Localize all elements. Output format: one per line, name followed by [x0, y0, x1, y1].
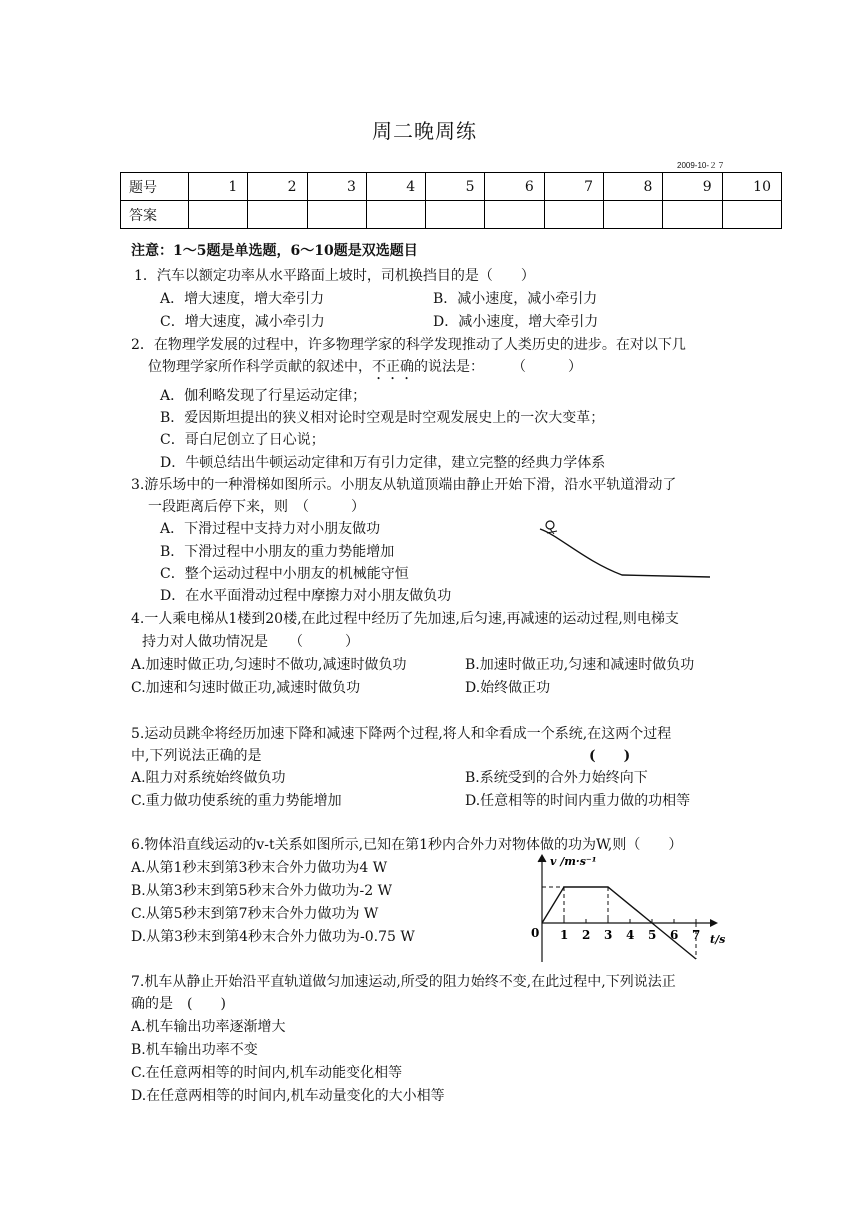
question-number: 8: [604, 173, 663, 201]
answer-cell[interactable]: [722, 201, 781, 229]
answer-cell[interactable]: [604, 201, 663, 229]
answer-cell[interactable]: [189, 201, 248, 229]
v-axis-arrow-icon: [538, 855, 546, 862]
q1-option-d: D．减小速度，增大牵引力: [433, 314, 599, 330]
v-axis-label: v /m·s⁻¹: [550, 855, 597, 868]
date: 2009-10-２７: [677, 161, 726, 170]
question-number: 6: [485, 173, 544, 201]
t-tick-label: 3: [604, 928, 613, 942]
q6-option-b: B.从第3秒末到第5秒末合外力做功为-2 W: [131, 883, 393, 899]
q6-stem: 6.物体沿直线运动的v-t关系如图所示,已知在第1秒内合外力对物体做的功为W,则（ ）: [131, 837, 683, 853]
q2-stem-pre: 位物理学家所作科学贡献的叙述中，: [148, 359, 372, 375]
answer-cell[interactable]: [485, 201, 544, 229]
q4-option-b: B.加速时做正功,匀速和减速时做负功: [465, 657, 695, 673]
q2-emphasis: 不正确: [372, 359, 414, 375]
row-label-number: 题号: [121, 173, 189, 201]
answer-cell[interactable]: [248, 201, 307, 229]
q2-stem-line1: 2．在物理学发展的过程中，许多物理学家的科学发现推动了人类历史的进步。在对以下几: [131, 337, 686, 353]
child-icon: [546, 521, 554, 529]
q4-option-a: A.加速时做正功,匀速时不做功,减速时做负功: [131, 657, 407, 673]
q2-stem-post: 的说法是： （ ）: [414, 359, 582, 375]
q2-option-b: B．爱因斯坦提出的狭义相对论时空观是时空观发展史上的一次大变革；: [160, 410, 605, 426]
q7-stem-line2: 确的是 ( ): [131, 996, 226, 1012]
page-title: 周二晚周练: [372, 119, 477, 143]
q3-option-a: A．下滑过程中支持力对小朋友做功: [160, 521, 381, 537]
slide-figure: [530, 515, 720, 585]
q4-stem-line2: 持力对人做功情况是 （ ）: [142, 634, 359, 650]
question-number: 1: [189, 173, 248, 201]
answer-cell[interactable]: [307, 201, 366, 229]
q7-stem-line1: 7.机车从静止开始沿平直轨道做匀加速运动,所受的阻力始终不变,在此过程中,下列说法正: [131, 974, 676, 990]
q1-option-b: B．减小速度，减小牵引力: [433, 291, 598, 307]
q1-option-c: C．增大速度，减小牵引力: [160, 314, 325, 330]
t-tick-label: 6: [670, 928, 679, 942]
t-tick-label: 2: [582, 928, 591, 942]
answer-cell[interactable]: [544, 201, 603, 229]
question-number: 2: [248, 173, 307, 201]
q7-option-a: A.机车输出功率逐渐增大: [131, 1019, 286, 1035]
q1-option-a: A．增大速度，增大牵引力: [160, 291, 325, 307]
answer-table: [120, 172, 782, 229]
q6-option-d: D.从第3秒末到第4秒末合外力做功为-0.75 W: [131, 929, 415, 945]
question-number: 9: [663, 173, 722, 201]
answer-cell[interactable]: [663, 201, 722, 229]
q2-stem-line2: [148, 356, 582, 383]
t-axis-label: t/s: [710, 933, 726, 946]
q7-option-b: B.机车输出功率不变: [131, 1042, 258, 1058]
q6-option-a: A.从第1秒末到第3秒末合外力做功为4 W: [131, 860, 388, 876]
q5-bracket: ( ): [589, 748, 631, 764]
question-number: 10: [722, 173, 781, 201]
q2-option-a: A．伽利略发现了行星运动定律；: [160, 388, 367, 404]
t-tick-label: 5: [648, 928, 657, 942]
table-row-answers: [121, 201, 782, 229]
q7-option-c: C.在任意两相等的时间内,机车动能变化相等: [131, 1065, 403, 1081]
q4-stem-line1: 4.一人乘电梯从1楼到20楼,在此过程中经历了先加速,后匀速,再减速的运动过程,则电梯支: [131, 611, 679, 627]
t-axis-arrow-icon: [710, 919, 718, 927]
slide-track: [540, 529, 710, 577]
vt-graph: [528, 852, 730, 968]
q3-option-c: C．整个运动过程中小朋友的机械能守恒: [160, 566, 409, 582]
note: 注意：1～5题是单选题，6～10题是双选题目: [131, 243, 418, 259]
table-row-numbers: [121, 173, 782, 201]
answer-cell[interactable]: [426, 201, 485, 229]
question-number: 3: [307, 173, 366, 201]
t-tick-label: 7: [692, 928, 701, 942]
answer-cell[interactable]: [366, 201, 425, 229]
q6-option-c: C.从第5秒末到第7秒末合外力做功为 W: [131, 906, 379, 922]
q2-option-c: C．哥白尼创立了日心说；: [160, 432, 325, 448]
q5-stem-line1: 5.运动员跳伞将经历加速下降和减速下降两个过程,将人和伞看成一个系统,在这两个过程: [131, 726, 672, 742]
origin-label: 0: [531, 926, 540, 940]
q4-option-d: D.始终做正功: [465, 680, 551, 696]
q2-option-d: D．牛顿总结出牛顿运动定律和万有引力定律，建立完整的经典力学体系: [160, 455, 606, 471]
q3-stem-line2: 一段距离后停下来，则 （ ）: [148, 499, 365, 515]
q5-option-c: C.重力做功使系统的重力势能增加: [131, 793, 342, 809]
q5-option-b: B.系统受到的合外力始终向下: [465, 770, 648, 786]
question-number: 7: [544, 173, 603, 201]
question-number: 4: [366, 173, 425, 201]
t-tick-label: 4: [626, 928, 635, 942]
q4-option-c: C.加速和匀速时做正功,减速时做负功: [131, 680, 361, 696]
q5-option-d: D.任意相等的时间内重力做的功相等: [465, 793, 691, 809]
q3-stem-line1: 3.游乐场中的一种滑梯如图所示。小朋友从轨道顶端由静止开始下滑，沿水平轨道滑动了: [131, 477, 677, 493]
q5-option-a: A.阻力对系统始终做负功: [131, 770, 286, 786]
q5-stem-line2: 中,下列说法正确的是: [131, 748, 262, 764]
q7-option-d: D.在任意两相等的时间内,机车动量变化的大小相等: [131, 1088, 445, 1104]
q3-option-d: D．在水平面滑动过程中摩擦力对小朋友做负功: [160, 588, 452, 604]
q1-stem: 1．汽车以额定功率从水平路面上坡时，司机换挡目的是（ ）: [134, 268, 535, 284]
row-label-answer: 答案: [121, 201, 189, 229]
t-tick-label: 1: [560, 928, 569, 942]
q3-option-b: B．下滑过程中小朋友的重力势能增加: [160, 544, 395, 560]
question-number: 5: [426, 173, 485, 201]
